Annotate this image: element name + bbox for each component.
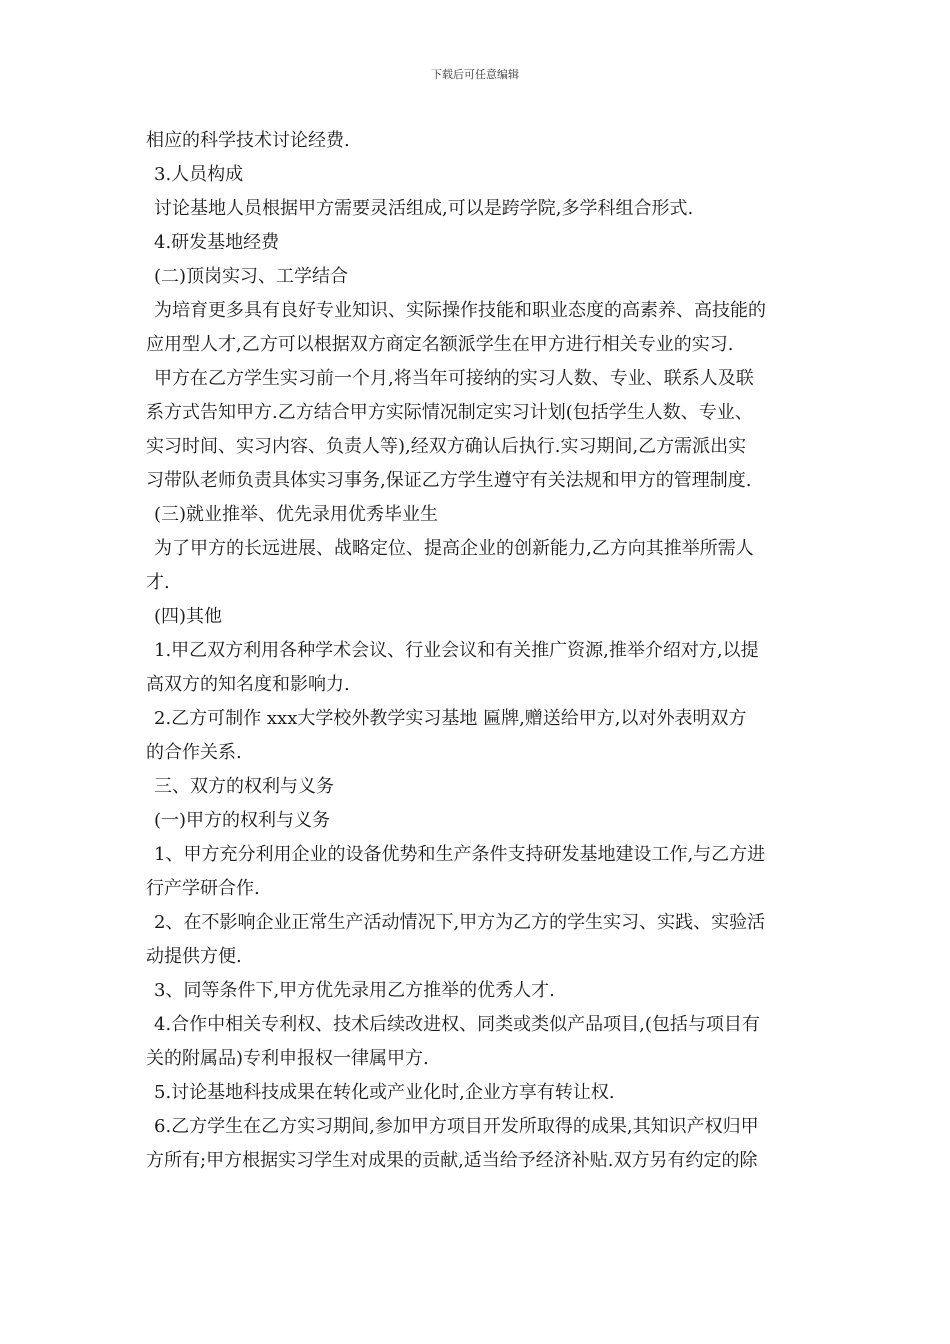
paragraph-line: (四)其他 [154,606,223,627]
paragraph-line: 1.甲乙双方利用各种学术会议、行业会议和有关推广资源,推举介绍对方,以提 [154,640,759,661]
paragraph-line: (三)就业推举、优先录用优秀毕业生 [154,504,439,525]
paragraph-line: 动提供方便. [146,946,242,967]
paragraph-line: 2.乙方可制作 xxx大学校外教学实习基地 匾牌,赠送给甲方,以对外表明双方 [154,708,747,729]
page-header: 下载后可任意编辑 [431,68,519,81]
paragraph-line: 4.合作中相关专利权、技术后续改进权、同类或类似产品项目,(包括与项目有 [154,1014,760,1035]
paragraph-line: 3、同等条件下,甲方优先录用乙方推举的优秀人才. [154,980,555,1001]
paragraph-line: 为了甲方的长远进展、战略定位、提高企业的创新能力,乙方向其推举所需人 [154,538,754,559]
paragraph-line: 6.乙方学生在乙方实习期间,参加甲方项目开发所取得的成果,其知识产权归甲 [154,1116,759,1137]
paragraph-line: 习带队老师负责具体实习事务,保证乙方学生遵守有关法规和甲方的管理制度. [146,470,752,491]
paragraph-line: 1、甲方充分利用企业的设备优势和生产条件支持研发基地建设工作,与乙方进 [154,844,766,865]
paragraph-line: 讨论基地人员根据甲方需要灵活组成,可以是跨学院,多学科组合形式. [154,198,694,219]
paragraph-line: 相应的科学技术讨论经费. [146,130,350,151]
paragraph-line: 方所有;甲方根据实习学生对成果的贡献,适当给予经济补贴.双方另有约定的除 [146,1150,758,1171]
paragraph-line: 三、双方的权利与义务 [154,776,334,797]
paragraph-line: 为培育更多具有良好专业知识、实际操作技能和职业态度的高素养、高技能的 [154,300,766,321]
paragraph-line: 3.人员构成 [154,164,244,185]
paragraph-line: 行产学研合作. [146,878,260,899]
paragraph-line: 才. [146,572,170,593]
paragraph-line: 系方式告知甲方.乙方结合甲方实际情况制定实习计划(包括学生人数、专业、 [146,402,753,423]
paragraph-line: 2、在不影响企业正常生产活动情况下,甲方为乙方的学生实习、实践、实验活 [154,912,766,933]
document-body [146,124,808,1178]
paragraph-line: (二)顶岗实习、工学结合 [154,266,349,287]
paragraph-line: 关的附属品)专利申报权一律属甲方. [146,1048,429,1069]
paragraph-line: 应用型人才,乙方可以根据双方商定名额派学生在甲方进行相关专业的实习. [146,334,734,355]
paragraph-line: 高双方的知名度和影响力. [146,674,350,695]
paragraph-line: (一)甲方的权利与义务 [154,810,331,831]
paragraph-line: 实习时间、实习内容、负责人等),经双方确认后执行.实习期间,乙方需派出实 [146,436,747,457]
paragraph-line: 的合作关系. [146,742,242,763]
paragraph-line: 5.讨论基地科技成果在转化或产业化时,企业方享有转让权. [154,1082,615,1103]
paragraph-line: 甲方在乙方学生实习前一个月,将当年可接纳的实习人数、专业、联系人及联 [154,368,754,389]
paragraph-line: 4.研发基地经费 [154,232,280,253]
